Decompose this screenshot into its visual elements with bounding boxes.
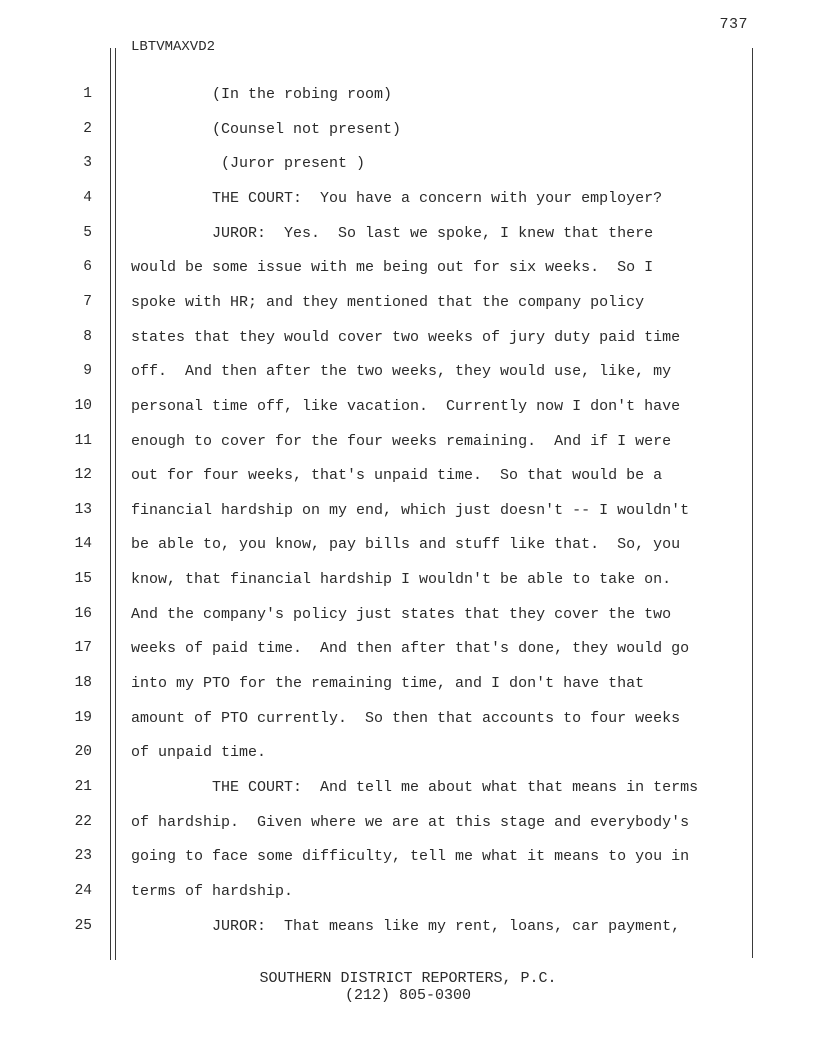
line-number: 19	[74, 709, 92, 726]
line-number: 20	[74, 744, 92, 761]
page-number: 737	[719, 16, 748, 33]
line-number: 17	[74, 640, 92, 657]
line-number: 23	[74, 848, 92, 865]
footer	[0, 970, 816, 1004]
line-number: 1	[83, 86, 92, 102]
transcript-line: would be some issue with me being out for six weeks. So I	[131, 259, 654, 277]
case-id: LBTVMAXVD2	[131, 39, 216, 55]
transcript-line: (Counsel not present)	[131, 120, 402, 138]
transcript-line: states that they would cover two weeks of jury duty paid time	[131, 328, 681, 346]
line-number: 2	[83, 120, 92, 137]
transcript-line: out for four weeks, that's unpaid time. So that would be a	[131, 467, 663, 485]
transcript-line: JUROR: Yes. So last we spoke, I knew that there	[131, 224, 654, 242]
left-margin-rule-inner	[115, 48, 116, 960]
line-number: 3	[83, 155, 92, 172]
transcript-line: THE COURT: And tell me about what that means in terms	[131, 779, 699, 796]
line-number: 9	[83, 363, 92, 380]
line-number: 4	[83, 189, 92, 206]
transcript-line: of unpaid time.	[131, 744, 267, 762]
transcript-line: (In the robing room)	[131, 86, 393, 103]
line-number: 11	[74, 432, 92, 449]
line-number: 14	[74, 536, 92, 553]
line-number: 8	[83, 328, 92, 345]
transcript-line: THE COURT: You have a concern with your employer?	[131, 189, 663, 207]
transcript-line: enough to cover for the four weeks remaining. And if I were	[131, 432, 672, 450]
left-margin-rule	[110, 48, 111, 960]
transcript-line: know, that financial hardship I wouldn't be able to take on.	[131, 571, 672, 589]
line-number: 10	[74, 397, 92, 414]
transcript-line: personal time off, like vacation. Currently now I don't have	[131, 397, 681, 415]
transcript-line: off. And then after the two weeks, they would use, like, my	[131, 363, 672, 381]
transcript-line: be able to, you know, pay bills and stuff like that. So, you	[131, 536, 681, 554]
transcript-line: amount of PTO currently. So then that accounts to four weeks	[131, 709, 681, 727]
line-number: 5	[83, 224, 92, 241]
line-number: 24	[74, 882, 92, 899]
transcript-line: into my PTO for the remaining time, and I don't have that	[131, 675, 645, 693]
transcript-line: going to face some difficulty, tell me what it means to you in	[131, 848, 690, 866]
transcript-line: terms of hardship.	[131, 882, 294, 900]
transcript-line: weeks of paid time. And then after that's done, they would go	[131, 640, 690, 658]
line-number: 13	[74, 501, 92, 518]
line-number: 21	[74, 779, 92, 795]
right-margin-rule	[752, 48, 753, 958]
transcript-line: JUROR: That means like my rent, loans, car payment,	[131, 917, 681, 935]
transcript-line: (Juror present )	[131, 155, 366, 173]
line-number: 7	[83, 293, 92, 310]
transcript-line: spoke with HR; and they mentioned that the company policy	[131, 293, 645, 311]
line-number: 6	[83, 259, 92, 276]
line-number: 18	[74, 675, 92, 692]
line-number: 22	[74, 813, 92, 830]
line-number: 12	[74, 467, 92, 484]
reporter-phone: (212) 805-0300	[344, 987, 472, 1004]
reporter-name: SOUTHERN DISTRICT REPORTERS, P.C.	[259, 970, 557, 987]
line-number: 25	[74, 917, 92, 934]
line-number: 15	[74, 571, 92, 588]
transcript-line: of hardship. Given where we are at this stage and everybody's	[131, 813, 690, 831]
transcript-line: And the company's policy just states that they cover the two	[131, 605, 672, 623]
transcript-line: financial hardship on my end, which just doesn't -- I wouldn't	[131, 501, 690, 519]
line-number: 16	[74, 605, 92, 622]
